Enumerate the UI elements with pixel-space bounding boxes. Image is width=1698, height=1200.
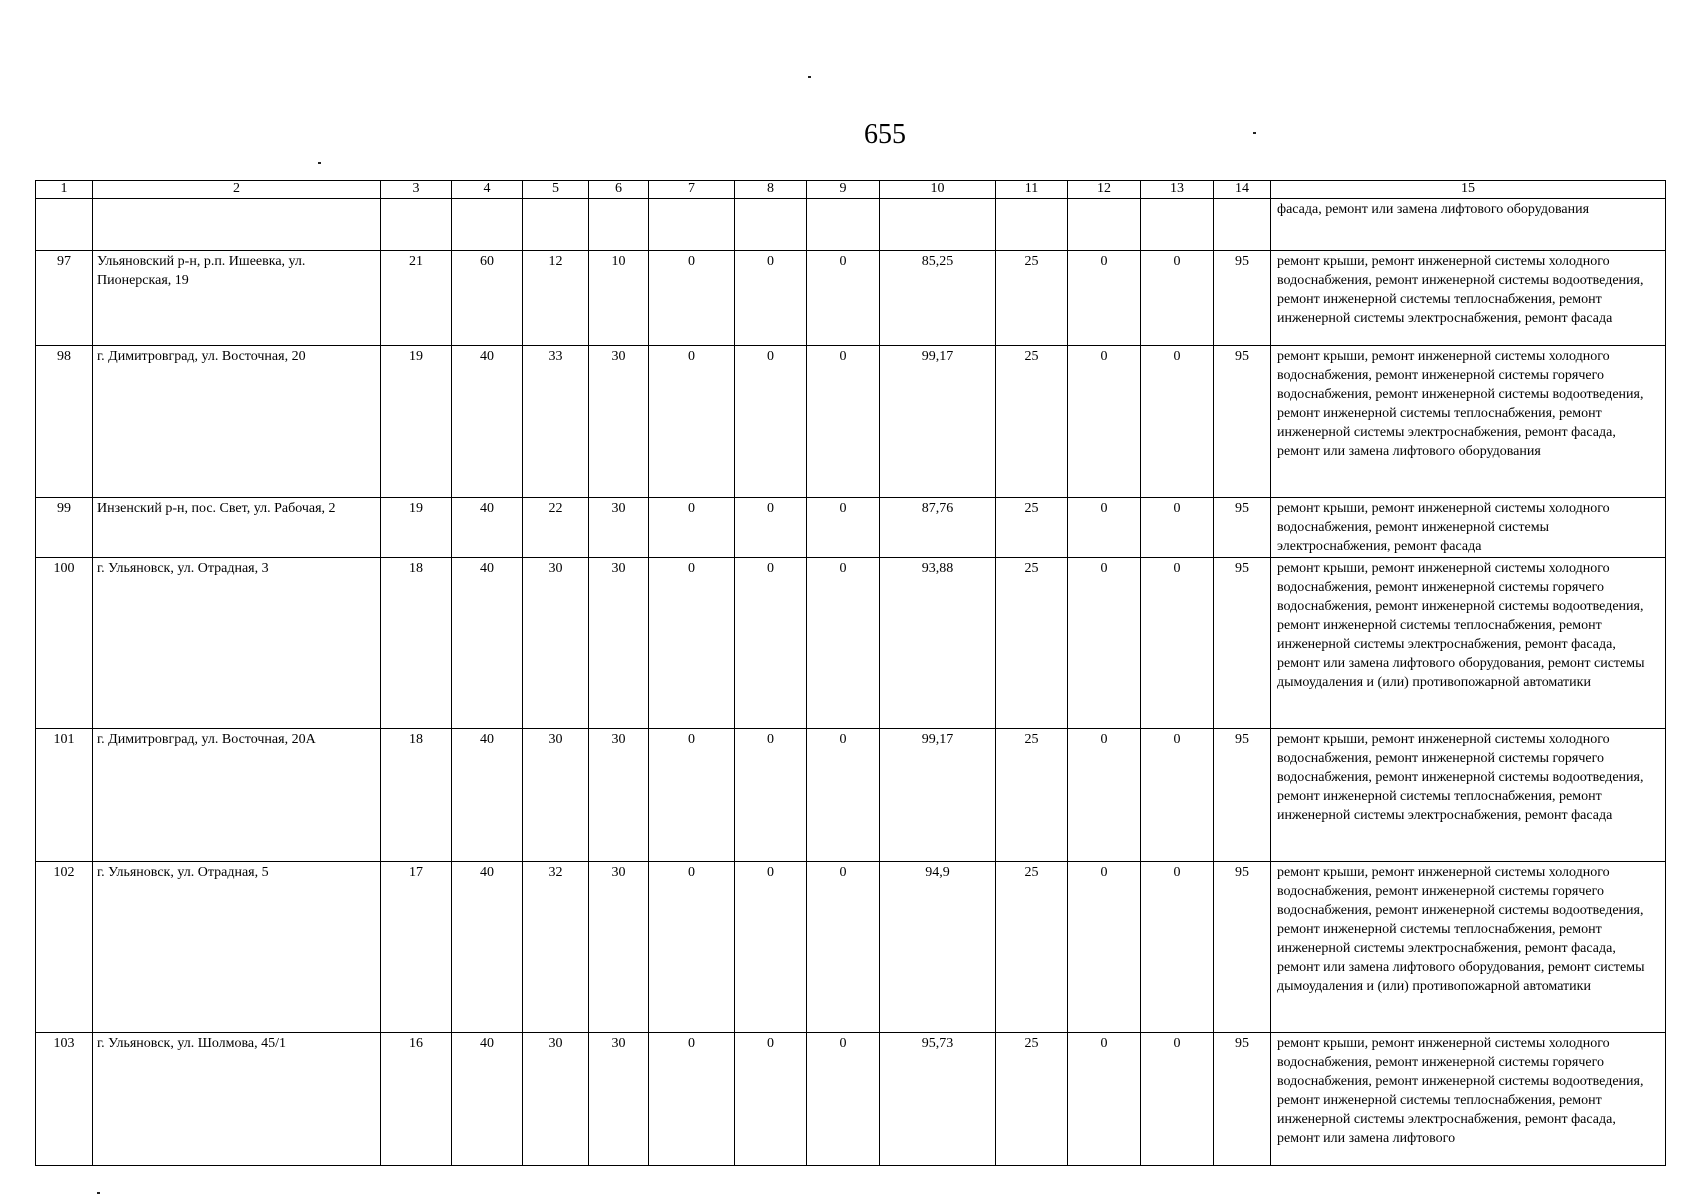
value-cell: 95	[1214, 729, 1271, 862]
value-cell: 0	[1141, 862, 1214, 1033]
empty-cell	[1214, 199, 1271, 251]
empty-cell	[381, 199, 452, 251]
value-cell: 0	[735, 558, 807, 729]
value-cell: 0	[649, 346, 735, 498]
value-cell: 95	[1214, 498, 1271, 558]
column-number: 6	[589, 181, 649, 199]
value-cell: 40	[452, 346, 523, 498]
value-cell: 30	[523, 1033, 589, 1166]
works-cell: ремонт крыши, ремонт инженерной системы холодного водоснабжения, ремонт инженерной системы горячего водоснабжения, ремонт инженерной системы водоотведения, ремонт инженерной системы теплоснабжения, ремонт инженерной системы электроснабжения, ремонт фасада, ремонт или замена лифтового оборудования, ремонт системы дымоудаления и (или) противопожарной автоматики	[1271, 558, 1666, 729]
column-number: 12	[1068, 181, 1141, 199]
value-cell: 25	[996, 346, 1068, 498]
value-cell: 0	[649, 498, 735, 558]
value-cell: 30	[523, 558, 589, 729]
value-cell: 0	[1141, 1033, 1214, 1166]
value-cell: 12	[523, 251, 589, 346]
column-number-row	[36, 181, 1666, 199]
scan-speck	[1253, 132, 1256, 134]
value-cell: 40	[452, 558, 523, 729]
value-cell: 60	[452, 251, 523, 346]
value-cell: 40	[452, 729, 523, 862]
empty-cell	[1068, 199, 1141, 251]
value-cell: 30	[589, 1033, 649, 1166]
column-number: 4	[452, 181, 523, 199]
column-number: 3	[381, 181, 452, 199]
value-cell: 25	[996, 729, 1068, 862]
value-cell: 0	[649, 1033, 735, 1166]
value-cell: 32	[523, 862, 589, 1033]
empty-cell	[649, 199, 735, 251]
value-cell: 0	[1141, 558, 1214, 729]
empty-cell	[36, 199, 93, 251]
empty-cell	[523, 199, 589, 251]
row-number-cell: 102	[36, 862, 93, 1033]
column-number: 10	[880, 181, 996, 199]
table-row	[36, 729, 1666, 862]
table-row	[36, 862, 1666, 1033]
value-cell: 0	[1141, 729, 1214, 862]
value-cell: 30	[589, 729, 649, 862]
value-cell: 30	[523, 729, 589, 862]
value-cell: 25	[996, 251, 1068, 346]
empty-cell	[589, 199, 649, 251]
column-number: 13	[1141, 181, 1214, 199]
column-number: 7	[649, 181, 735, 199]
value-cell: 19	[381, 346, 452, 498]
table-row	[36, 346, 1666, 498]
value-cell: 95	[1214, 1033, 1271, 1166]
value-cell: 33	[523, 346, 589, 498]
table-row	[36, 1033, 1666, 1166]
column-number: 14	[1214, 181, 1271, 199]
value-cell: 93,88	[880, 558, 996, 729]
value-cell: 0	[807, 346, 880, 498]
column-number: 8	[735, 181, 807, 199]
value-cell: 40	[452, 1033, 523, 1166]
works-cell: ремонт крыши, ремонт инженерной системы холодного водоснабжения, ремонт инженерной системы горячего водоснабжения, ремонт инженерной системы водоотведения, ремонт инженерной системы теплоснабжения, ремонт инженерной системы электроснабжения, ремонт фасада, ремонт или замена лифтового	[1271, 1033, 1666, 1166]
works-cell: ремонт крыши, ремонт инженерной системы холодного водоснабжения, ремонт инженерной системы электроснабжения, ремонт фасада	[1271, 498, 1666, 558]
scan-speck	[97, 1192, 100, 1194]
value-cell: 40	[452, 862, 523, 1033]
value-cell: 0	[1068, 558, 1141, 729]
value-cell: 95	[1214, 346, 1271, 498]
value-cell: 30	[589, 498, 649, 558]
value-cell: 10	[589, 251, 649, 346]
empty-cell	[735, 199, 807, 251]
works-cell: ремонт крыши, ремонт инженерной системы холодного водоснабжения, ремонт инженерной системы водоотведения, ремонт инженерной системы теплоснабжения, ремонт инженерной системы электроснабжения, ремонт фасада	[1271, 251, 1666, 346]
value-cell: 94,9	[880, 862, 996, 1033]
value-cell: 95	[1214, 558, 1271, 729]
column-number: 1	[36, 181, 93, 199]
value-cell: 99,17	[880, 729, 996, 862]
table-row	[36, 558, 1666, 729]
value-cell: 0	[1068, 251, 1141, 346]
value-cell: 0	[1068, 862, 1141, 1033]
value-cell: 87,76	[880, 498, 996, 558]
value-cell: 16	[381, 1033, 452, 1166]
value-cell: 0	[649, 251, 735, 346]
table-row	[36, 251, 1666, 346]
value-cell: 99,17	[880, 346, 996, 498]
value-cell: 0	[649, 558, 735, 729]
row-number-cell: 101	[36, 729, 93, 862]
works-cell: ремонт крыши, ремонт инженерной системы холодного водоснабжения, ремонт инженерной системы горячего водоснабжения, ремонт инженерной системы водоотведения, ремонт инженерной системы теплоснабжения, ремонт инженерной системы электроснабжения, ремонт фасада, ремонт или замена лифтового оборудования, ремонт системы дымоудаления и (или) противопожарной автоматики	[1271, 862, 1666, 1033]
value-cell: 25	[996, 498, 1068, 558]
value-cell: 25	[996, 1033, 1068, 1166]
column-number: 2	[93, 181, 381, 199]
empty-cell	[93, 199, 381, 251]
address-cell: г. Ульяновск, ул. Шолмова, 45/1	[93, 1033, 381, 1166]
address-cell: г. Димитровград, ул. Восточная, 20	[93, 346, 381, 498]
value-cell: 0	[807, 251, 880, 346]
value-cell: 0	[807, 1033, 880, 1166]
works-cell: ремонт крыши, ремонт инженерной системы холодного водоснабжения, ремонт инженерной системы горячего водоснабжения, ремонт инженерной системы водоотведения, ремонт инженерной системы теплоснабжения, ремонт инженерной системы электроснабжения, ремонт фасада, ремонт или замена лифтового оборудования	[1271, 346, 1666, 498]
column-number: 15	[1271, 181, 1666, 199]
value-cell: 0	[735, 1033, 807, 1166]
scan-speck	[808, 76, 811, 78]
value-cell: 0	[807, 558, 880, 729]
column-number: 9	[807, 181, 880, 199]
value-cell: 0	[1068, 498, 1141, 558]
repair-registry-table	[35, 180, 1666, 1166]
table-row	[36, 498, 1666, 558]
row-number-cell: 99	[36, 498, 93, 558]
value-cell: 0	[649, 862, 735, 1033]
value-cell: 95	[1214, 251, 1271, 346]
value-cell: 17	[381, 862, 452, 1033]
value-cell: 25	[996, 558, 1068, 729]
value-cell: 95	[1214, 862, 1271, 1033]
value-cell: 19	[381, 498, 452, 558]
value-cell: 0	[1141, 251, 1214, 346]
value-cell: 0	[807, 498, 880, 558]
empty-cell	[880, 199, 996, 251]
column-number: 5	[523, 181, 589, 199]
value-cell: 22	[523, 498, 589, 558]
value-cell: 0	[1068, 1033, 1141, 1166]
value-cell: 0	[735, 346, 807, 498]
empty-cell	[807, 199, 880, 251]
address-cell: г. Димитровград, ул. Восточная, 20А	[93, 729, 381, 862]
value-cell: 40	[452, 498, 523, 558]
page-number: 655	[864, 119, 906, 150]
row-number-cell: 100	[36, 558, 93, 729]
address-cell: г. Ульяновск, ул. Отрадная, 5	[93, 862, 381, 1033]
value-cell: 30	[589, 862, 649, 1033]
value-cell: 18	[381, 558, 452, 729]
value-cell: 0	[1068, 346, 1141, 498]
empty-cell	[452, 199, 523, 251]
address-cell: г. Ульяновск, ул. Отрадная, 3	[93, 558, 381, 729]
value-cell: 85,25	[880, 251, 996, 346]
scan-speck	[318, 162, 321, 164]
value-cell: 25	[996, 862, 1068, 1033]
address-cell: Инзенский р-н, пос. Свет, ул. Рабочая, 2	[93, 498, 381, 558]
value-cell: 0	[735, 862, 807, 1033]
empty-cell	[1141, 199, 1214, 251]
value-cell: 0	[1141, 498, 1214, 558]
value-cell: 0	[807, 729, 880, 862]
value-cell: 21	[381, 251, 452, 346]
value-cell: 95,73	[880, 1033, 996, 1166]
works-cell: ремонт крыши, ремонт инженерной системы холодного водоснабжения, ремонт инженерной системы горячего водоснабжения, ремонт инженерной системы водоотведения, ремонт инженерной системы теплоснабжения, ремонт инженерной системы электроснабжения, ремонт фасада	[1271, 729, 1666, 862]
value-cell: 0	[735, 729, 807, 862]
row-number-cell: 103	[36, 1033, 93, 1166]
continuation-row	[36, 199, 1666, 251]
address-cell: Ульяновский р-н, р.п. Ишеевка, ул. Пионерская, 19	[93, 251, 381, 346]
works-cell: фасада, ремонт или замена лифтового оборудования	[1271, 199, 1666, 251]
value-cell: 18	[381, 729, 452, 862]
row-number-cell: 97	[36, 251, 93, 346]
value-cell: 0	[649, 729, 735, 862]
column-number: 11	[996, 181, 1068, 199]
value-cell: 0	[1141, 346, 1214, 498]
value-cell: 30	[589, 558, 649, 729]
value-cell: 0	[735, 498, 807, 558]
value-cell: 0	[807, 862, 880, 1033]
value-cell: 0	[735, 251, 807, 346]
row-number-cell: 98	[36, 346, 93, 498]
value-cell: 30	[589, 346, 649, 498]
empty-cell	[996, 199, 1068, 251]
value-cell: 0	[1068, 729, 1141, 862]
